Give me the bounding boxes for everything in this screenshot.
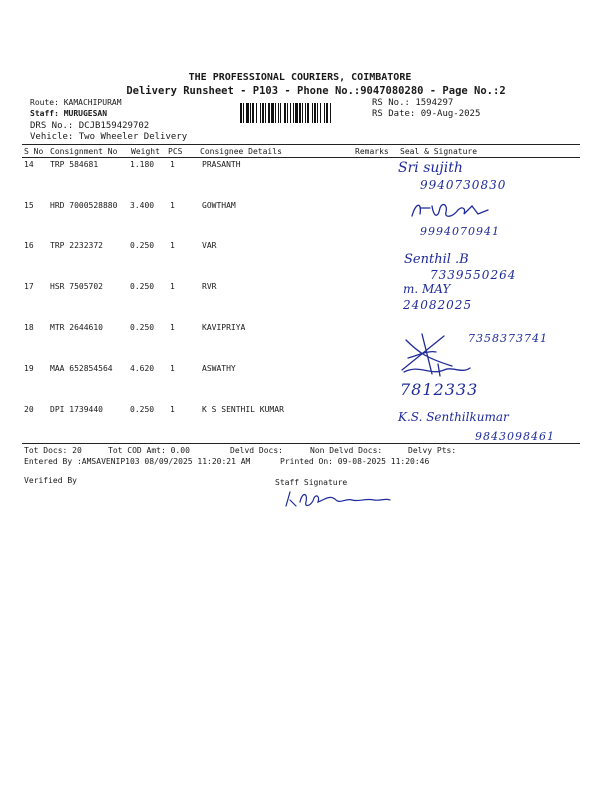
row-pcs: 1 — [170, 364, 175, 373]
col-header-seal: Seal & Signature — [400, 147, 478, 156]
row-consignment: DPI 1739440 — [50, 405, 103, 414]
row-consignee: KAVIPRIYA — [202, 323, 246, 332]
row-consignment: MTR 2644610 — [50, 323, 103, 332]
handwritten-phone-row16: 7339550264 — [430, 268, 517, 282]
col-header-remarks: Remarks — [355, 147, 389, 156]
barcode — [240, 103, 368, 123]
row-consignee: K S SENTHIL KUMAR — [202, 405, 284, 414]
handwritten-phone-row18: 7358373741 — [468, 332, 548, 345]
row-sno: 19 — [24, 364, 34, 373]
handwritten-name-row20: K.S. Senthilkumar — [398, 410, 509, 424]
printed-on: Printed On: 09-08-2025 11:20:46 — [280, 457, 430, 466]
row-consignment: TRP 2232372 — [50, 241, 103, 250]
row-consignment: TRP 584681 — [50, 160, 99, 169]
handwritten-note-row16: m. MAY — [403, 282, 451, 296]
row-pcs: 1 — [170, 201, 175, 210]
row-pcs: 1 — [170, 282, 175, 291]
row-pcs: 1 — [170, 405, 175, 414]
company-title: THE PROFESSIONAL COURIERS, COIMBATORE — [188, 72, 412, 83]
col-header-pcs: PCS — [168, 147, 183, 156]
staff-label: Staff: MURUGESAN — [30, 109, 108, 118]
row-weight: 0.250 — [130, 405, 155, 414]
total-docs: Tot Docs: 20 — [24, 446, 82, 455]
total-cod-amount: Tot COD Amt: 0.00 — [108, 446, 190, 455]
col-header-sno: S No — [24, 147, 44, 156]
signature-row15 — [408, 200, 498, 222]
drs-label: DRS No.: DCJB159429702 — [30, 121, 150, 131]
runsheet-title: Delivery Runsheet - P103 - Phone No.:9047080280 - Page No.:2 — [126, 85, 506, 97]
col-header-weight: Weight — [131, 147, 160, 156]
row-consignee: ASWATHY — [202, 364, 236, 373]
route-label: Route: KAMACHIPURAM — [30, 98, 122, 107]
row-consignment: MAA 652854564 — [50, 364, 113, 373]
row-sno: 17 — [24, 282, 34, 291]
row-sno: 15 — [24, 201, 34, 210]
row-consignee: RVR — [202, 282, 217, 291]
row-consignee: GOWTHAM — [202, 201, 236, 210]
row-pcs: 1 — [170, 241, 175, 250]
row-pcs: 1 — [170, 160, 175, 169]
table-top-rule — [22, 144, 580, 145]
rs-number: RS No.: 1594297 — [372, 98, 454, 108]
col-header-consignee: Consignee Details — [200, 147, 282, 156]
row-weight: 0.250 — [130, 323, 155, 332]
row-weight: 0.250 — [130, 282, 155, 291]
handwritten-phone-row15: 9994070941 — [420, 225, 500, 238]
handwritten-phone-row19: 7812333 — [400, 380, 479, 399]
table-header-rule — [22, 157, 580, 158]
table-bottom-rule — [22, 443, 580, 444]
row-sno: 20 — [24, 405, 34, 414]
vehicle-label: Vehicle: Two Wheeler Delivery — [30, 132, 188, 142]
row-sno: 14 — [24, 160, 34, 169]
handwritten-name-row16: Senthil .B — [404, 252, 469, 267]
delivered-docs: Delvd Docs: — [230, 446, 283, 455]
row-weight: 1.180 — [130, 160, 155, 169]
non-delivered-docs: Non Delvd Docs: — [310, 446, 383, 455]
row-weight: 4.620 — [130, 364, 155, 373]
staff-signature — [282, 488, 394, 510]
handwritten-name-row14: Sri sujith — [398, 160, 463, 176]
row-consignee: PRASANTH — [202, 160, 241, 169]
entered-by: Entered By :AMSAVENIP103 08/09/2025 11:20:21 AM — [24, 457, 251, 466]
delivery-points: Delvy Pts: — [408, 446, 457, 455]
verified-by-label: Verified By — [24, 476, 77, 485]
handwritten-phone-row20: 9843098461 — [475, 430, 555, 443]
rs-date: RS Date: 09-Aug-2025 — [372, 109, 481, 119]
row-weight: 3.400 — [130, 201, 155, 210]
row-consignee: VAR — [202, 241, 217, 250]
row-consignment: HSR 7505702 — [50, 282, 103, 291]
row-sno: 18 — [24, 323, 34, 332]
handwritten-date-row17: 24082025 — [403, 298, 473, 312]
row-weight: 0.250 — [130, 241, 155, 250]
row-consignment: HRD 7000528880 — [50, 201, 118, 210]
row-pcs: 1 — [170, 323, 175, 332]
signature-row19 — [400, 360, 480, 380]
row-sno: 16 — [24, 241, 34, 250]
col-header-consignment: Consignment No — [50, 147, 118, 156]
handwritten-phone-row14: 9940730830 — [420, 178, 507, 192]
staff-signature-label: Staff Signature — [275, 478, 348, 487]
